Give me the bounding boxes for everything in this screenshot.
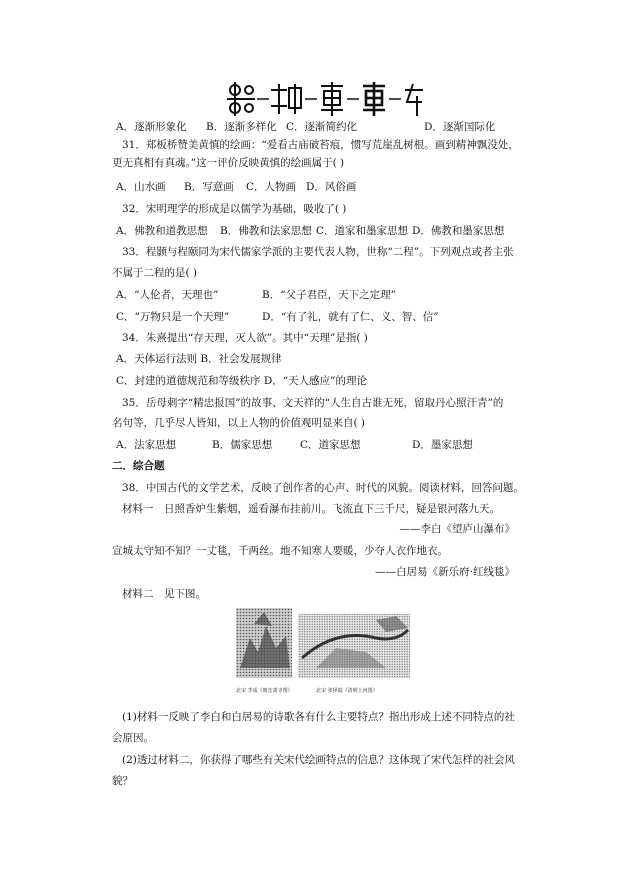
q31-stem-line2: 更无真相有真魂。”这一评价反映黄慎的绘画属于( ) [112, 157, 345, 169]
ancient-form-1-icon [227, 82, 255, 116]
q31-stem-line1: 31．郑板桥赞美黄慎的绘画：“爱看古庙破苔痕，惯写荒崖乱树根。画到精神飘没处， [122, 139, 519, 151]
caption-left: 北宋 李成《晴峦萧寺图》 [236, 688, 293, 694]
q32-stem: 32．宋明理学的形成是以儒学为基础，吸收了( ) [122, 203, 347, 215]
q33-option-c[interactable]: C．“万物只是一个天理” [116, 311, 230, 323]
section-title: 二．综合题 [112, 460, 165, 472]
material2-paintings-figure [236, 608, 410, 686]
q30-option-b[interactable]: B．逐渐多样化 [206, 121, 277, 133]
sub1-line1: (1)材料一反映了李白和白居易的诗歌各有什么主要特点？指出形成上述不同特点的社 [122, 711, 515, 723]
caption-right: 北宋 张择端《清明上河图》 [316, 688, 378, 694]
q35-option-b[interactable]: B．儒家思想 [212, 439, 273, 451]
sub2-line1: (2)透过材料二，你获得了哪些有关宋代绘画特点的信息？这体现了宋代怎样的社会风 [122, 754, 515, 766]
q30-option-c[interactable]: C．逐渐简约化 [286, 121, 358, 133]
material1-poem1: 材料一 日照香炉生紫烟，遥看瀑布挂前川。飞流直下三千尺，疑是银河落九天。 [122, 503, 500, 515]
ancient-form-5-icon [405, 84, 423, 116]
q33-option-d[interactable]: D．“有了礼，就有了仁、义、智、信” [262, 311, 439, 323]
ancient-form-2-icon [271, 84, 301, 114]
q35-stem-line2: 名句等，几乎尽人皆知，以上人物的价值观明显来自( ) [112, 417, 366, 429]
q31-option-d[interactable]: D．风俗画 [306, 181, 357, 193]
riverside-scroll-image [298, 614, 410, 678]
landscape-painting-image [236, 608, 292, 678]
sub2-line2: 貌？ [112, 775, 133, 787]
material2-line: 材料二 见下图。 [122, 588, 206, 600]
q34-option-ab[interactable]: A．天体运行法则 B．社会发展规律 [116, 353, 282, 365]
q35-option-a[interactable]: A．法家思想 [116, 439, 177, 451]
q35-option-c[interactable]: C．道家思想 [300, 439, 361, 451]
ancient-form-3-icon [321, 82, 343, 116]
q31-option-b[interactable]: B．写意画 [184, 181, 234, 193]
q33-stem-line1: 33．程颢与程颐同为宋代儒家学派的主要代表人物，世称“二程”。下列观点或者主张 [122, 246, 514, 258]
q33-stem-line2: 不属于二程的是( ) [112, 267, 198, 279]
material1-poem2: 宣城太守知不知？一丈毯，千两丝。地不知寒人要暖，少夺人衣作地衣。 [112, 545, 448, 557]
q30-option-a[interactable]: A．逐渐形象化 [116, 121, 187, 133]
material1-source1: ——李白《望庐山瀑布》 [399, 523, 515, 535]
q31-option-c[interactable]: C．人物画 [246, 181, 297, 193]
q35-stem-line1: 35．岳母刺字“精忠报国”的故事、文天祥的“人生自古谁无死，留取丹心照汗青”的 [122, 397, 504, 409]
q31-option-a[interactable]: A．山水画 [116, 181, 166, 193]
material1-source2: ——白居易《新乐府·红线毯》 [375, 566, 515, 578]
q32-option-b[interactable]: B．佛教和法家思想 [220, 225, 312, 237]
q35-option-d[interactable]: D．墨家思想 [412, 439, 473, 451]
q38-stem: 38．中国古代的文学艺术，反映了创作者的心声、时代的风貌。阅读材料，回答问题。 [122, 482, 524, 494]
q30-option-d[interactable]: D．逐渐国际化 [424, 121, 496, 133]
q32-option-a[interactable]: A．佛教和道教思想 [116, 225, 208, 237]
q34-option-cd[interactable]: C．封建的道德规范和等级秩序 D．“天人感应”的理论 [116, 375, 368, 387]
character-evolution-figure [225, 78, 425, 118]
q34-stem: 34．朱熹提出“存天理，灭人欲”。其中“天理”是指( ) [122, 332, 368, 344]
q32-option-d[interactable]: D．佛教和墨家思想 [412, 225, 505, 237]
sub1-line2: 会原因。 [112, 732, 154, 744]
q33-option-a[interactable]: A．“人伦者，天理也” [116, 289, 219, 301]
q33-option-b[interactable]: B．“父子君臣，天下之定理” [262, 289, 396, 301]
ancient-form-4-icon [363, 82, 385, 116]
q32-option-c[interactable]: C．道家和墨家思想 [316, 225, 409, 237]
